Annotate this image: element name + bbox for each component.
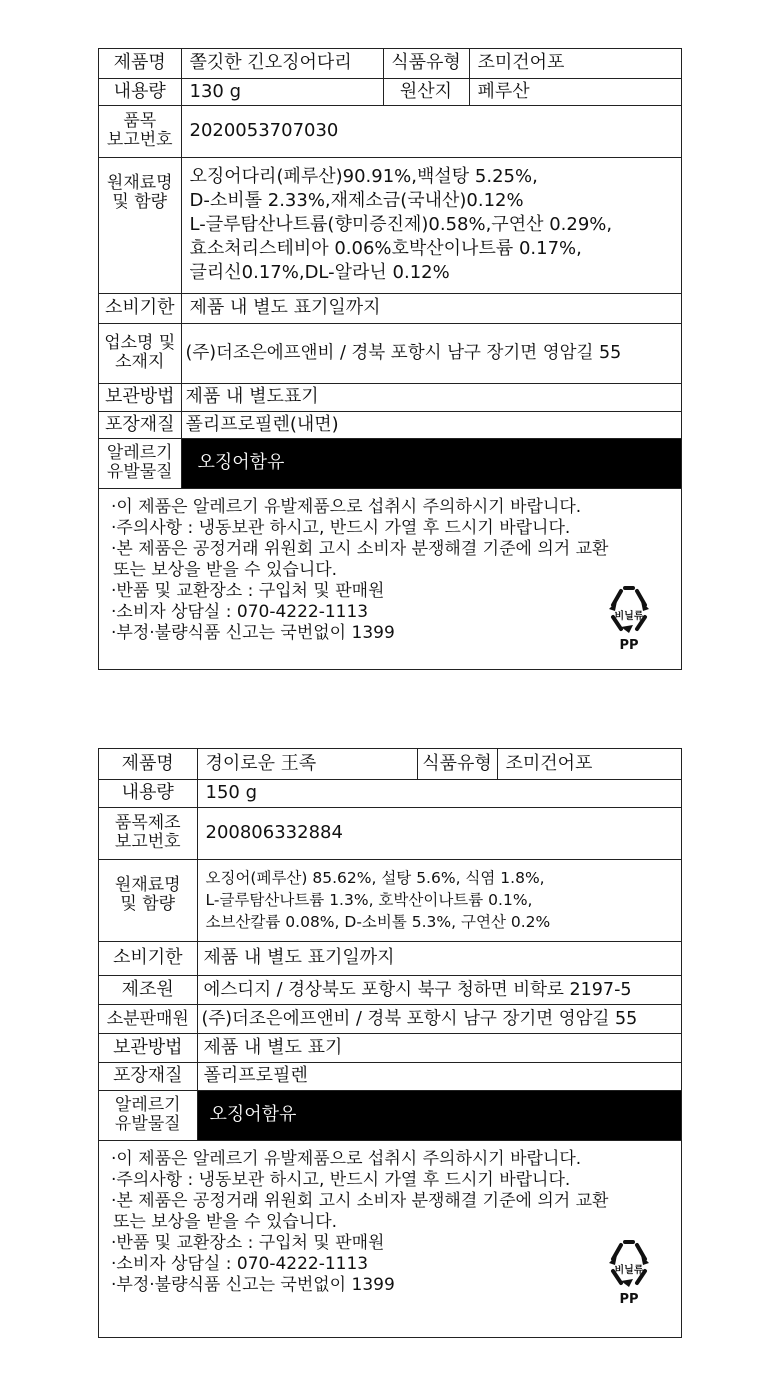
label-1-info-table <box>99 49 681 489</box>
food-type-value: 조미건어포 <box>497 749 681 779</box>
company-value: (주)더조은에프앤비 / 경북 포항시 남구 장기면 영암길 55 <box>181 323 681 383</box>
volume-value: 150 g <box>197 779 681 807</box>
packaging-label: 포장재질 <box>99 1062 197 1090</box>
ingredients-line: 오징어(페루산) 85.62%, 설탕 5.6%, 식염 1.8%, <box>205 869 545 887</box>
packaging-label: 포장재질 <box>99 411 181 438</box>
recycle-mark <box>599 583 659 655</box>
ingredients-line: L-글루탐산나트륨 1.3%, 호박산이나트륨 0.1%, <box>205 891 533 909</box>
ingredients-line: 글리신0.17%,DL-알라닌 0.12% <box>189 262 450 283</box>
food-type-label: 식품유형 <box>417 749 497 779</box>
seller-value: (주)더조은에프앤비 / 경북 포항시 남구 장기면 영암길 55 <box>197 1004 681 1033</box>
packaging-value: 폴리프로필렌(내면) <box>181 411 681 438</box>
volume-label: 내용량 <box>99 78 181 105</box>
company-label: 업소명 및 소재지 <box>99 323 181 383</box>
notice-line: 또는 보상을 받을 수 있습니다. <box>113 559 338 580</box>
expiry-value: 제품 내 별도 표기일까지 <box>197 941 681 975</box>
manufacturer-value: 에스디지 / 경상북도 포항시 북구 청하면 비학로 2197-5 <box>197 975 681 1004</box>
ingredients-line: 효소처리스테비아 0.06%호박산이나트륨 0.17%, <box>189 238 582 259</box>
product-label-1 <box>98 48 682 670</box>
packaging-value: 폴리프로필렌 <box>197 1062 681 1090</box>
ingredients-label: 원재료명 및 함량 <box>99 157 181 293</box>
product-name-value: 경이로운 王족 <box>197 749 417 779</box>
ingredients-value <box>197 859 681 941</box>
recycle-material: 비닐류 <box>614 610 644 622</box>
storage-label: 보관방법 <box>99 1033 197 1062</box>
notice-line: ·주의사항 : 냉동보관 하시고, 반드시 가열 후 드시기 바랍니다. <box>111 1169 571 1190</box>
storage-label: 보관방법 <box>99 383 181 411</box>
notice-section <box>99 1141 681 1307</box>
report-no-label: 품목제조 보고번호 <box>99 807 197 859</box>
notice-line: 또는 보상을 받을 수 있습니다. <box>113 1211 338 1232</box>
notice-line: ·부정·불량식품 신고는 국번없이 1399 <box>111 1274 395 1295</box>
food-type-value: 조미건어포 <box>469 49 681 78</box>
origin-label: 원산지 <box>383 78 469 105</box>
allergy-value: 오징어함유 <box>197 1090 681 1140</box>
recycle-mark <box>599 1237 659 1309</box>
volume-value: 130 g <box>181 78 383 105</box>
origin-value: 페루산 <box>469 78 681 105</box>
storage-value: 제품 내 별도 표기 <box>197 1033 681 1062</box>
recycle-material: 비닐류 <box>614 1264 644 1276</box>
manufacturer-label: 제조원 <box>99 975 197 1004</box>
report-no-value: 2020053707030 <box>181 105 681 157</box>
allergy-label: 알레르기 유발물질 <box>99 1090 197 1140</box>
ingredients-line: 소브산칼륨 0.08%, D-소비톨 5.3%, 구연산 0.2% <box>205 913 551 931</box>
notice-line: ·주의사항 : 냉동보관 하시고, 반드시 가열 후 드시기 바랍니다. <box>111 517 571 538</box>
recycle-code: PP <box>619 1291 639 1307</box>
volume-label: 내용량 <box>99 779 197 807</box>
ingredients-line: L-글루탐산나트륨(향미증진제)0.58%,구연산 0.29%, <box>189 214 613 235</box>
product-name-label: 제품명 <box>99 49 181 78</box>
notice-line: ·이 제품은 알레르기 유발제품으로 섭취시 주의하시기 바랍니다. <box>111 1148 582 1169</box>
allergy-value: 오징어함유 <box>181 438 681 488</box>
label-2-info-table <box>99 749 681 1141</box>
storage-value: 제품 내 별도표기 <box>181 383 681 411</box>
expiry-label: 소비기한 <box>99 941 197 975</box>
report-no-label: 품목 보고번호 <box>99 105 181 157</box>
notice-line: ·반품 및 교환장소 : 구입처 및 판매원 <box>111 1232 385 1253</box>
notice-line: ·소비자 상담실 : 070-4222-1113 <box>111 1253 369 1274</box>
ingredients-line: D-소비톨 2.33%,재제소금(국내산)0.12% <box>189 190 524 211</box>
product-name-label: 제품명 <box>99 749 197 779</box>
recycle-code: PP <box>619 637 639 653</box>
product-label-2 <box>98 748 682 1338</box>
report-no-value: 200806332884 <box>197 807 681 859</box>
expiry-value: 제품 내 별도 표기일까지 <box>181 293 681 323</box>
food-type-label: 식품유형 <box>383 49 469 78</box>
notice-line: ·소비자 상담실 : 070-4222-1113 <box>111 601 369 622</box>
notice-line: ·본 제품은 공정거래 위원회 고시 소비자 분쟁해결 기준에 의거 교환 <box>111 538 609 559</box>
notice-section <box>99 489 681 653</box>
ingredients-value <box>181 157 681 293</box>
expiry-label: 소비기한 <box>99 293 181 323</box>
ingredients-line: 오징어다리(페루산)90.91%,백설탕 5.25%, <box>189 166 538 187</box>
notice-line: ·반품 및 교환장소 : 구입처 및 판매원 <box>111 580 385 601</box>
ingredients-label: 원재료명 및 함량 <box>99 859 197 941</box>
notice-line: ·부정·불량식품 신고는 국번없이 1399 <box>111 622 395 643</box>
allergy-label: 알레르기 유발물질 <box>99 438 181 488</box>
seller-label: 소분판매원 <box>99 1004 197 1033</box>
notice-line: ·본 제품은 공정거래 위원회 고시 소비자 분쟁해결 기준에 의거 교환 <box>111 1190 609 1211</box>
notice-line: ·이 제품은 알레르기 유발제품으로 섭취시 주의하시기 바랍니다. <box>111 496 582 517</box>
product-name-value: 쫄깃한 긴오징어다리 <box>181 49 383 78</box>
